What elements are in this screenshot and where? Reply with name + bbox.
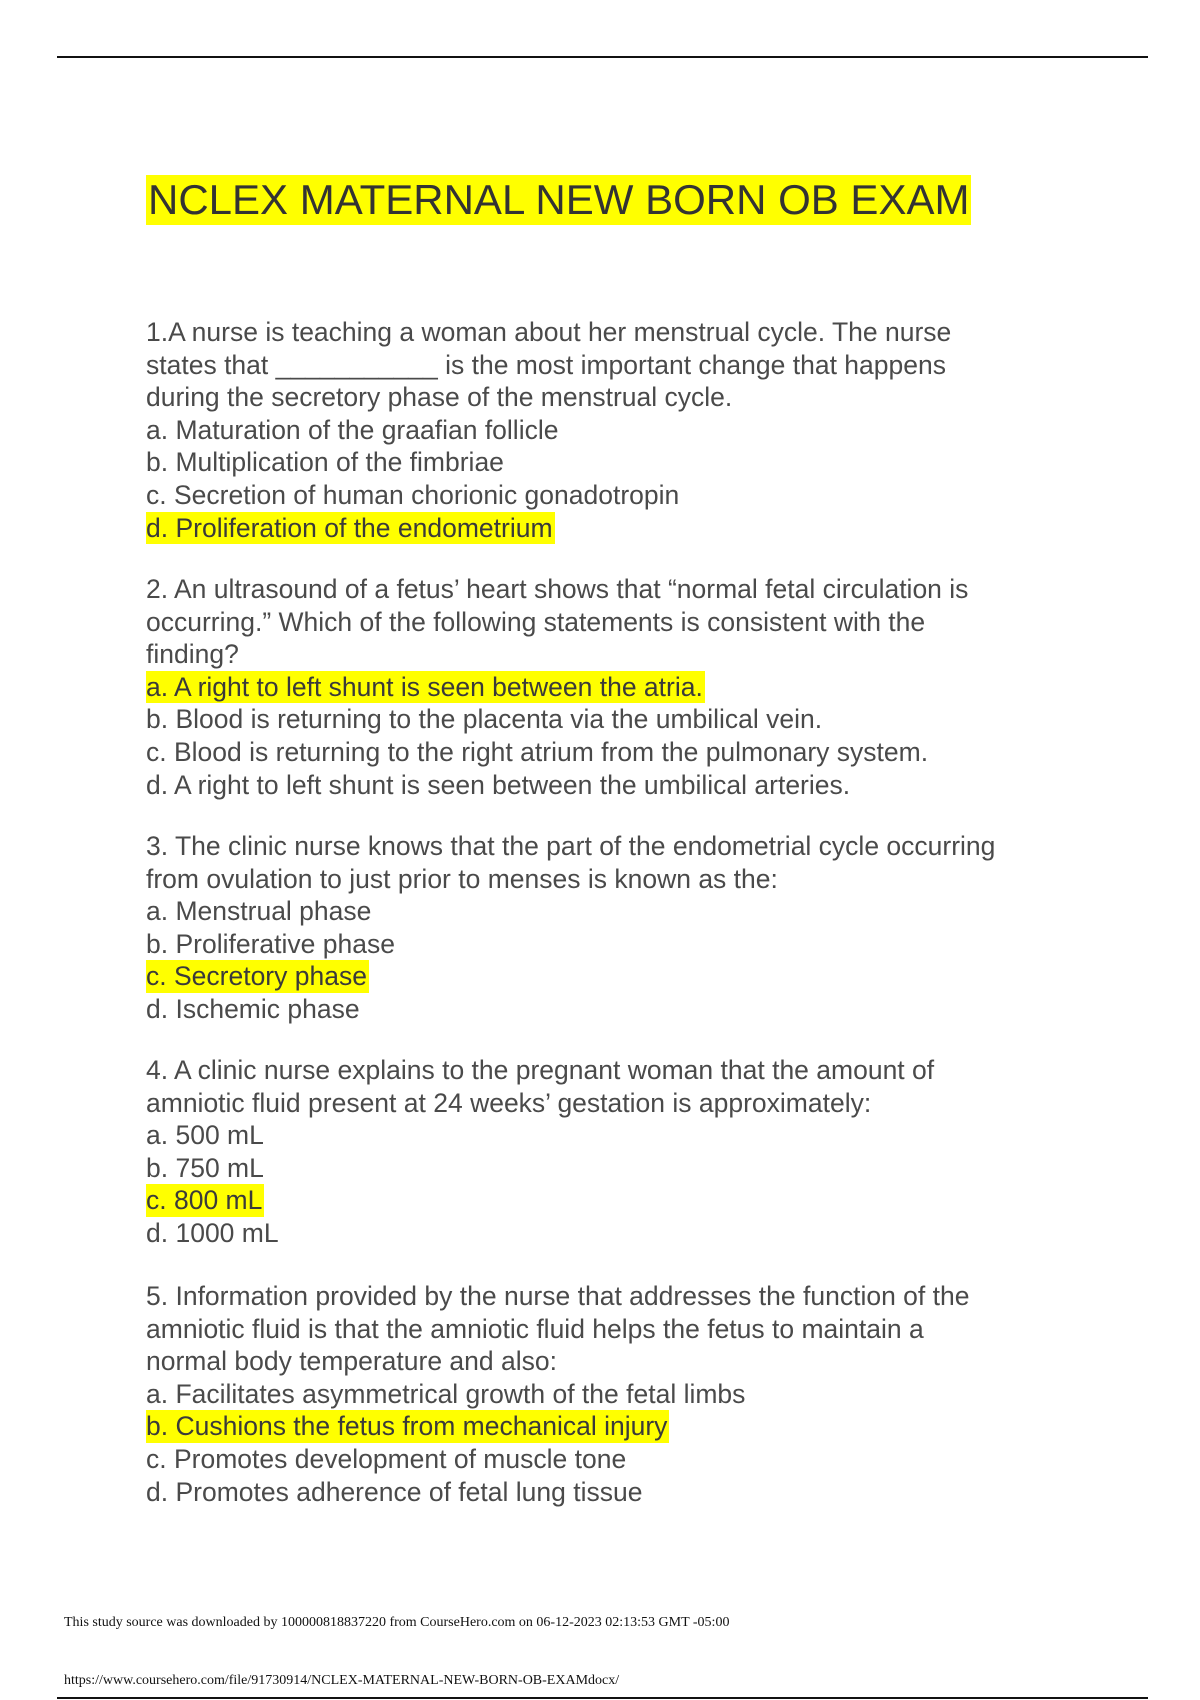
question-stem-line: from ovulation to just prior to menses is known as the: — [146, 863, 778, 894]
option-text: c. Secretion of human chorionic gonadotropin — [146, 479, 680, 510]
answer-option — [146, 1443, 1146, 1476]
option-text: a. Menstrual phase — [146, 896, 372, 927]
question-stem-line: normal body temperature and also: — [146, 1346, 557, 1377]
question-4 — [146, 1054, 1146, 1250]
option-text: a. Maturation of the graafian follicle — [146, 414, 559, 445]
option-text: b. 750 mL — [146, 1152, 264, 1183]
answer-option-correct — [146, 671, 1146, 704]
answer-option — [146, 928, 1146, 961]
question-5 — [146, 1280, 1146, 1508]
question-2 — [146, 573, 1146, 801]
answer-option — [146, 769, 1146, 802]
question-stem-line: 4. A clinic nurse explains to the pregnant woman that the amount of — [146, 1055, 935, 1085]
question-stem-line: amniotic fluid present at 24 weeks’ gestation is approximately: — [146, 1087, 872, 1118]
answer-option-correct — [146, 1184, 1146, 1217]
answer-option — [146, 895, 1146, 928]
option-text: d. 1000 mL — [146, 1217, 279, 1248]
option-text: c. Promotes development of muscle tone — [146, 1443, 627, 1474]
answer-option — [146, 1476, 1146, 1509]
answer-option-correct — [146, 1410, 1146, 1443]
option-text: b. Blood is returning to the placenta via the umbilical vein. — [146, 704, 823, 735]
bottom-rule — [57, 1697, 1148, 1699]
answer-option — [146, 1217, 1146, 1250]
answer-option — [146, 479, 1146, 512]
option-text: b. Multiplication of the fimbriae — [146, 447, 504, 478]
answer-option-correct — [146, 512, 1146, 545]
answer-option — [146, 736, 1146, 769]
option-text: b. Cushions the fetus from mechanical injury — [146, 1411, 668, 1442]
question-stem-line: amniotic fluid is that the amniotic fluid helps the fetus to maintain a — [146, 1313, 924, 1344]
option-text: c. Blood is returning to the right atrium from the pulmonary system. — [146, 736, 929, 767]
answer-option — [146, 703, 1146, 736]
download-note: This study source was downloaded by 100000818837220 from CourseHero.com on 06-12-2023 02:13:53 GMT -05:00 — [64, 1615, 730, 1630]
answer-option — [146, 1152, 1146, 1185]
question-stem-line: 1.A nurse is teaching a woman about her menstrual cycle. The nurse — [146, 317, 952, 347]
answer-option-correct — [146, 960, 1146, 993]
option-text: a. 500 mL — [146, 1120, 264, 1151]
question-stem-line: during the secretory phase of the menstrual cycle. — [146, 382, 733, 413]
question-3 — [146, 830, 1146, 1026]
top-rule — [57, 56, 1148, 58]
answer-option — [146, 993, 1146, 1026]
option-text: b. Proliferative phase — [146, 928, 395, 959]
document-title: NCLEX MATERNAL NEW BORN OB EXAM — [148, 176, 970, 223]
answer-option — [146, 1378, 1146, 1411]
question-stem-line: finding? — [146, 639, 239, 670]
option-text: d. Proliferation of the endometrium — [146, 512, 553, 543]
option-text: a. Facilitates asymmetrical growth of the fetal limbs — [146, 1378, 746, 1409]
question-stem-line: states that ___________ is the most important change that happens — [146, 349, 946, 380]
answer-option — [146, 414, 1146, 447]
option-text: a. A right to left shunt is seen between the atria. — [146, 671, 703, 702]
question-stem-line: occurring.” Which of the following statements is consistent with the — [146, 606, 926, 637]
question-stem-line: 5. Information provided by the nurse that addresses the function of the — [146, 1281, 970, 1311]
option-text: d. A right to left shunt is seen between the umbilical arteries. — [146, 769, 851, 800]
question-stem-line: 2. An ultrasound of a fetus’ heart shows that “normal fetal circulation is — [146, 574, 969, 604]
option-text: d. Promotes adherence of fetal lung tissue — [146, 1476, 643, 1507]
option-text: c. 800 mL — [146, 1185, 263, 1216]
option-text: d. Ischemic phase — [146, 993, 360, 1024]
answer-option — [146, 446, 1146, 479]
answer-option — [146, 1119, 1146, 1152]
question-1 — [146, 316, 1146, 544]
option-text: c. Secretory phase — [146, 961, 367, 992]
question-stem-line: 3. The clinic nurse knows that the part of the endometrial cycle occurring — [146, 831, 996, 861]
source-url[interactable]: https://www.coursehero.com/file/91730914/NCLEX-MATERNAL-NEW-BORN-OB-EXAMdocx/ — [64, 1673, 620, 1688]
